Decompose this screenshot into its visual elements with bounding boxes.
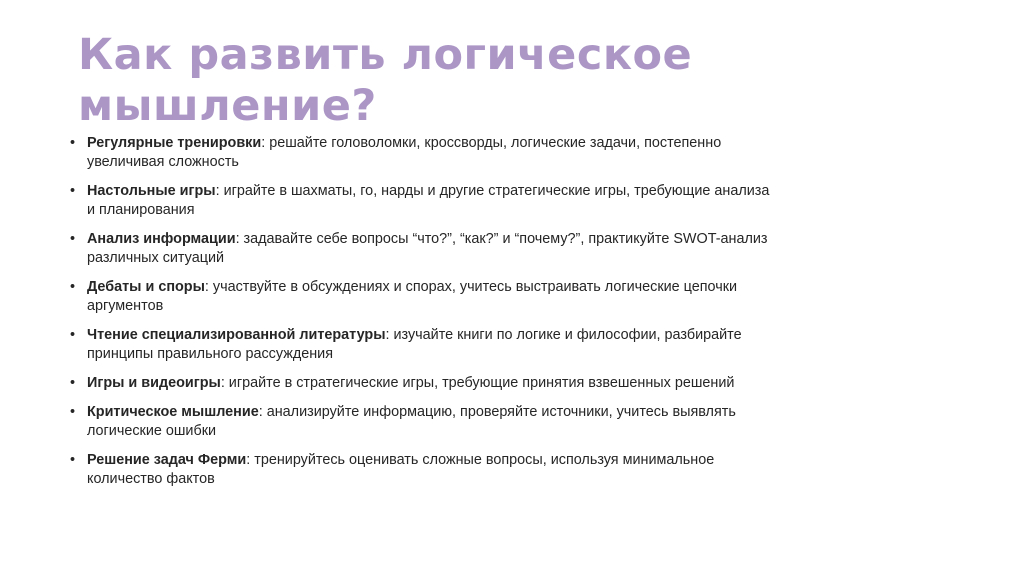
item-text: : играйте в шахматы, го, нарды и другие стратегические игры, требующие анализа и планирования bbox=[87, 183, 770, 218]
item-text: : изучайте книги по логике и философии, разбирайте принципы правильного рассуждения bbox=[87, 327, 742, 362]
list-item bbox=[70, 182, 770, 220]
list-item bbox=[70, 451, 770, 489]
item-term: Анализ информации bbox=[87, 231, 236, 247]
bullet-icon: • bbox=[70, 452, 76, 468]
item-text: : задавайте себе вопросы “что?”, “как?” и “почему?”, практикуйте SWOT-анализ различных ситуаций bbox=[87, 231, 768, 266]
item-text: : участвуйте в обсуждениях и спорах, учитесь выстраивать логические цепочки аргументов bbox=[87, 279, 738, 314]
bullet-list bbox=[70, 134, 770, 499]
item-term: Критическое мышление bbox=[87, 404, 259, 420]
item-text: : решайте головоломки, кроссворды, логические задачи, постепенно увеличивая сложность bbox=[87, 135, 722, 170]
item-text: : играйте в стратегические игры, требующие принятия взвешенных решений bbox=[220, 375, 735, 391]
bullet-icon: • bbox=[70, 231, 76, 247]
item-term: Регулярные тренировки bbox=[87, 135, 262, 151]
slide-title: Как развить логическое мышление? bbox=[78, 30, 693, 131]
bullet-icon: • bbox=[70, 375, 76, 391]
bullet-icon: • bbox=[70, 327, 76, 343]
item-term: Дебаты и споры bbox=[87, 279, 205, 295]
bullet-icon: • bbox=[70, 279, 76, 295]
list-item bbox=[70, 134, 770, 172]
item-term: Чтение специализированной литературы bbox=[87, 327, 386, 343]
list-item bbox=[70, 230, 770, 268]
item-term: Решение задач Ферми bbox=[87, 452, 247, 468]
list-item bbox=[70, 326, 770, 364]
item-text: : тренируйтесь оценивать сложные вопросы, используя минимальное количество фактов bbox=[87, 452, 715, 487]
bullet-icon: • bbox=[70, 135, 76, 151]
item-term: Игры и видеоигры bbox=[87, 375, 221, 391]
list-item bbox=[70, 403, 770, 441]
bullet-icon: • bbox=[70, 404, 76, 420]
list-item bbox=[70, 374, 770, 393]
list-item bbox=[70, 278, 770, 316]
item-text: : анализируйте информацию, проверяйте источники, учитесь выявлять логические ошибки bbox=[87, 404, 736, 439]
bullet-icon: • bbox=[70, 183, 76, 199]
item-term: Настольные игры bbox=[87, 183, 216, 199]
